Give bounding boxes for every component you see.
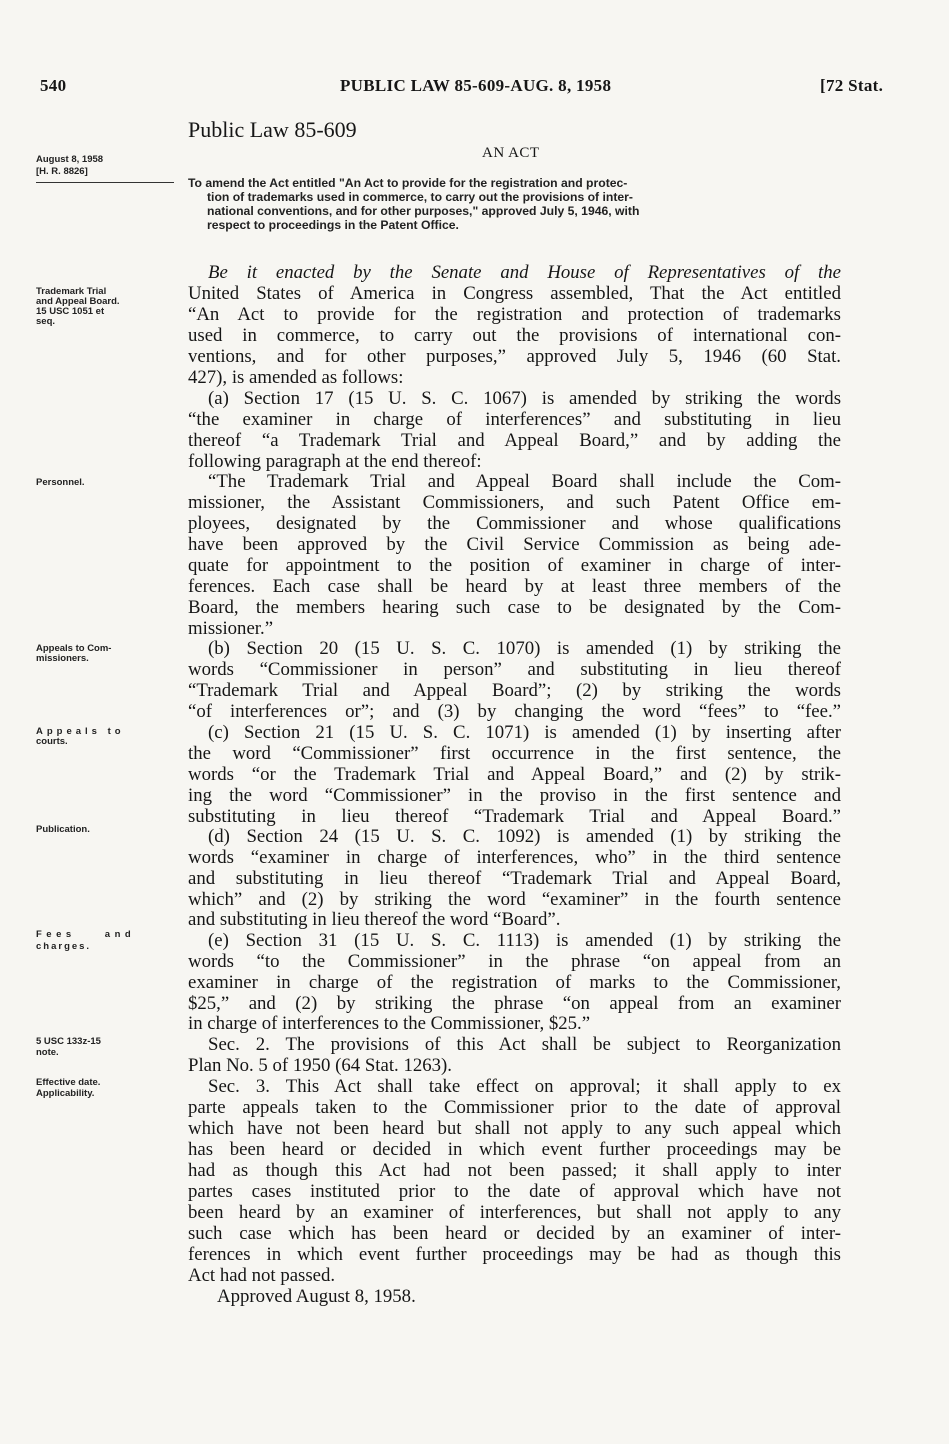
- body-line: and substituting in lieu thereof the word “Board”.: [188, 909, 561, 930]
- body-line: following paragraph at the end thereof:: [188, 451, 482, 472]
- margin-fees: Fees and: [36, 929, 136, 940]
- running-title: PUBLIC LAW 85-609-AUG. 8, 1958: [340, 76, 612, 95]
- body-line: thereof “a Trademark Trial and Appeal Board,” and by adding the: [188, 430, 841, 451]
- body-line: Sec. 2. The provisions of this Act shall be subject to Reorganization: [208, 1034, 841, 1055]
- body-line: Board, the members hearing such case to be designated by the Com-: [188, 597, 841, 618]
- body-line: $25,” and (2) by striking the phrase “on appeal from an examiner: [188, 993, 841, 1014]
- body-line: missioner, the Assistant Commissioners, and such Patent Office em-: [188, 492, 841, 513]
- purpose-line: tion of trademarks used in commerce, to carry out the provisions of inter-: [207, 190, 633, 204]
- body-line: missioner.”: [188, 618, 274, 639]
- body-line: and substituting in lieu thereof “Trademark Trial and Appeal Board,: [188, 868, 841, 889]
- body-line: “of interferences or”; and (3) by changing the word “fees” to “fee.”: [188, 701, 841, 722]
- body-line: words “or the Trademark Trial and Appeal Board,” and (2) by strik-: [188, 764, 841, 785]
- body-line: been heard by an examiner of interferences, but shall not apply to any: [188, 1202, 841, 1223]
- body-line: ferences in which event further proceedings may be had as though this: [188, 1244, 841, 1265]
- body-line: in charge of interferences to the Commissioner, $25.”: [188, 1013, 591, 1034]
- body-line: (d) Section 24 (15 U. S. C. 1092) is amended (1) by striking the: [208, 826, 841, 847]
- body-line: which” and (2) by striking the word “examiner” in the fourth sentence: [188, 889, 841, 910]
- body-line: Sec. 3. This Act shall take effect on approval; it shall apply to ex: [208, 1076, 841, 1097]
- margin-effective: Applicability.: [36, 1088, 95, 1099]
- body-line: ing the word “Commissioner” in the proviso in the first sentence and: [188, 785, 841, 806]
- purpose-line: national conventions, and for other purposes," approved July 5, 1946, with: [207, 204, 640, 218]
- body-line: (b) Section 20 (15 U. S. C. 1070) is amended (1) by striking the: [208, 638, 841, 659]
- body-line: have been approved by the Civil Service Commission as being ade-: [188, 534, 841, 555]
- body-line: “The Trademark Trial and Appeal Board shall include the Com-: [208, 471, 841, 492]
- body-line: “An Act to provide for the registration and protection of trademarks: [188, 304, 841, 325]
- body-line: (c) Section 21 (15 U. S. C. 1071) is amended (1) by inserting after: [208, 722, 841, 743]
- body-line: quate for appointment to the position of examiner in charge of inter-: [188, 555, 841, 576]
- margin-rule: [36, 182, 174, 183]
- enacting-clause: Be it enacted by the Senate and House of Representatives of the: [208, 262, 841, 283]
- body-line: (a) Section 17 (15 U. S. C. 1067) is amended by striking the words: [208, 388, 841, 409]
- body-line: words “examiner in charge of interferences, who” in the third sentence: [188, 847, 841, 868]
- body-line: words “Commissioner in person” and substituting in lieu thereof: [188, 659, 841, 680]
- margin-usc: note.: [36, 1047, 59, 1058]
- body-line: words “to the Commissioner” in the phrase “on appeal from an: [188, 951, 841, 972]
- body-line: parte appeals taken to the Commissioner prior to the date of approval: [188, 1097, 841, 1118]
- act-label: AN ACT: [482, 145, 540, 161]
- margin-appeals-courts: courts.: [36, 736, 68, 747]
- margin-trademark: seq.: [36, 316, 56, 327]
- body-line: Plan No. 5 of 1950 (64 Stat. 1263).: [188, 1055, 452, 1076]
- body-line: had as though this Act had not been passed; it shall apply to inter: [188, 1160, 841, 1181]
- margin-trademark: 15 USC 1051 et: [36, 306, 105, 317]
- margin-fees: charges.: [36, 941, 92, 952]
- margin-effective: Effective date.: [36, 1077, 101, 1088]
- margin-date: August 8, 1958: [36, 154, 104, 165]
- body-line: (e) Section 31 (15 U. S. C. 1113) is amended (1) by striking the: [208, 930, 841, 951]
- body-line: such case which has been heard or decided by an examiner of inter-: [188, 1223, 841, 1244]
- body-line: “Trademark Trial and Appeal Board”; (2) by striking the words: [188, 680, 841, 701]
- body-line: the word “Commissioner” first occurrence in the first sentence, the: [188, 743, 841, 764]
- margin-appeals-courts: Appeals to: [36, 726, 125, 737]
- body-line: “the examiner in charge of interferences” and substituting in lieu: [188, 409, 841, 430]
- stat-volume: [72 Stat.: [820, 76, 884, 95]
- body-line: United States of America in Congress assembled, That the Act entitled: [188, 283, 841, 304]
- body-line: partes cases instituted prior to the date of approval which have not: [188, 1181, 841, 1202]
- purpose-clause: [188, 176, 846, 232]
- margin-appeals-commissioners: missioners.: [36, 653, 89, 664]
- margin-publication: Publication.: [36, 824, 90, 835]
- purpose-line: To amend the Act entitled "An Act to provide for the registration and protec-: [188, 176, 628, 190]
- body-line: examiner in charge of the registration of marks to the Commissioner,: [188, 972, 841, 993]
- margin-personnel: Personnel.: [36, 477, 85, 488]
- body-line: Act had not passed.: [188, 1265, 336, 1286]
- body-line: substituting in lieu thereof “Trademark Trial and Appeal Board.”: [188, 806, 841, 827]
- body-line: used in commerce, to carry out the provisions of international con-: [188, 325, 841, 346]
- body-line: 427), is amended as follows:: [188, 367, 404, 388]
- law-title: Public Law 85-609: [188, 117, 357, 142]
- page-number: 540: [40, 76, 67, 95]
- margin-bill: [H. R. 8826]: [36, 166, 88, 177]
- body-line: ferences. Each case shall be heard by at least three members of the: [188, 576, 841, 597]
- approval-date: Approved August 8, 1958.: [217, 1286, 416, 1307]
- body-line: has been heard or decided in which event further proceedings may be: [188, 1139, 841, 1160]
- margin-appeals-commissioners: Appeals to Com-: [36, 643, 112, 654]
- margin-trademark: Trademark Trial: [36, 286, 107, 297]
- margin-usc: 5 USC 133z-15: [36, 1036, 101, 1047]
- body-line: which have not been heard but shall not apply to any such appeal which: [188, 1118, 841, 1139]
- body-line: ventions, and for other purposes,” approved July 5, 1946 (60 Stat.: [188, 346, 841, 367]
- purpose-line: respect to proceedings in the Patent Office.: [207, 218, 459, 232]
- margin-trademark: and Appeal Board.: [36, 296, 120, 307]
- body-line: ployees, designated by the Commissioner and whose qualifications: [188, 513, 841, 534]
